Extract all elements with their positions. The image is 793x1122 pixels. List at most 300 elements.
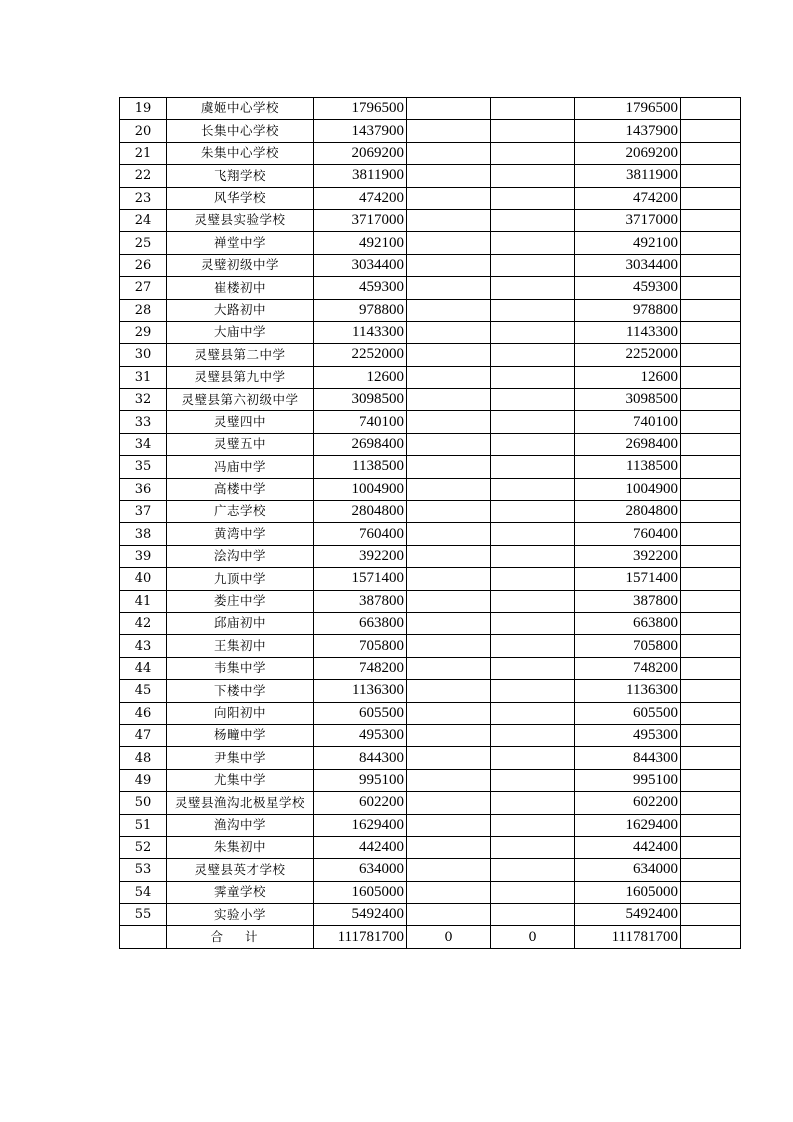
- empty-cell: [407, 836, 491, 858]
- empty-cell: [407, 165, 491, 187]
- empty-cell: [681, 254, 741, 276]
- empty-cell: [681, 366, 741, 388]
- empty-cell: [407, 478, 491, 500]
- empty-cell: [407, 501, 491, 523]
- table-row: [120, 747, 741, 769]
- gap-cell: [491, 321, 575, 343]
- school-name: 风华学校: [167, 187, 314, 209]
- gap-cell: [491, 545, 575, 567]
- gap-cell: [491, 680, 575, 702]
- row-number: 50: [120, 792, 167, 814]
- amount-cell: 1143300: [314, 321, 407, 343]
- row-number: 20: [120, 120, 167, 142]
- empty-cell: [681, 859, 741, 881]
- empty-cell: [681, 680, 741, 702]
- amount-cell: 492100: [314, 232, 407, 254]
- gap-cell: [491, 724, 575, 746]
- empty-cell: [681, 501, 741, 523]
- total-cell: 5492400: [575, 904, 681, 926]
- amount-cell: 760400: [314, 523, 407, 545]
- total-cell: 705800: [575, 635, 681, 657]
- empty-cell: [407, 187, 491, 209]
- gap-cell: [491, 590, 575, 612]
- empty-cell: [407, 747, 491, 769]
- empty-cell: [407, 792, 491, 814]
- empty-cell: [407, 232, 491, 254]
- row-number: 22: [120, 165, 167, 187]
- row-number: 39: [120, 545, 167, 567]
- row-number: 30: [120, 344, 167, 366]
- summary-number-cell: [120, 926, 167, 948]
- empty-cell: [681, 545, 741, 567]
- row-number: 55: [120, 904, 167, 926]
- empty-cell: [407, 769, 491, 791]
- gap-cell: [491, 389, 575, 411]
- empty-cell: [407, 523, 491, 545]
- empty-cell: [681, 814, 741, 836]
- school-name: 九顶中学: [167, 568, 314, 590]
- empty-cell: [681, 478, 741, 500]
- amount-cell: 3098500: [314, 389, 407, 411]
- empty-cell: [407, 612, 491, 634]
- total-cell: 663800: [575, 612, 681, 634]
- empty-cell: [681, 98, 741, 120]
- row-number: 44: [120, 657, 167, 679]
- table-row: [120, 299, 741, 321]
- gap-cell: [491, 254, 575, 276]
- gap-cell: [491, 142, 575, 164]
- table-row: [120, 904, 741, 926]
- table-row: [120, 456, 741, 478]
- gap-cell: [491, 187, 575, 209]
- school-name: 崔楼初中: [167, 277, 314, 299]
- amount-cell: 634000: [314, 859, 407, 881]
- amount-cell: 3811900: [314, 165, 407, 187]
- summary-col4: 0: [407, 926, 491, 948]
- table-row: [120, 142, 741, 164]
- row-number: 38: [120, 523, 167, 545]
- gap-cell: [491, 904, 575, 926]
- empty-cell: [681, 187, 741, 209]
- empty-cell: [407, 724, 491, 746]
- empty-cell: [681, 881, 741, 903]
- amount-cell: 2252000: [314, 344, 407, 366]
- gap-cell: [491, 657, 575, 679]
- table-row: [120, 859, 741, 881]
- school-name: 朱集中心学校: [167, 142, 314, 164]
- school-name: 尤集中学: [167, 769, 314, 791]
- total-cell: 2804800: [575, 501, 681, 523]
- amount-cell: 844300: [314, 747, 407, 769]
- table-row: [120, 165, 741, 187]
- gap-cell: [491, 209, 575, 231]
- row-number: 54: [120, 881, 167, 903]
- school-name: 黄湾中学: [167, 523, 314, 545]
- gap-cell: [491, 814, 575, 836]
- total-cell: 2698400: [575, 433, 681, 455]
- amount-cell: 459300: [314, 277, 407, 299]
- school-name: 高楼中学: [167, 478, 314, 500]
- total-cell: 1796500: [575, 98, 681, 120]
- empty-cell: [681, 702, 741, 724]
- row-number: 46: [120, 702, 167, 724]
- total-cell: 3811900: [575, 165, 681, 187]
- total-cell: 1004900: [575, 478, 681, 500]
- amount-cell: 3717000: [314, 209, 407, 231]
- table-row: [120, 187, 741, 209]
- summary-col5: 0: [491, 926, 575, 948]
- amount-cell: 1571400: [314, 568, 407, 590]
- total-cell: 3034400: [575, 254, 681, 276]
- gap-cell: [491, 433, 575, 455]
- empty-cell: [681, 568, 741, 590]
- empty-cell: [681, 612, 741, 634]
- total-cell: 392200: [575, 545, 681, 567]
- empty-cell: [681, 456, 741, 478]
- row-number: 29: [120, 321, 167, 343]
- total-cell: 1143300: [575, 321, 681, 343]
- amount-cell: 1138500: [314, 456, 407, 478]
- empty-cell: [681, 724, 741, 746]
- table-row: [120, 612, 741, 634]
- empty-cell: [681, 411, 741, 433]
- school-name: 杨疃中学: [167, 724, 314, 746]
- empty-cell: [681, 523, 741, 545]
- row-number: 47: [120, 724, 167, 746]
- row-number: 33: [120, 411, 167, 433]
- empty-cell: [681, 792, 741, 814]
- table-row: [120, 232, 741, 254]
- table-row: [120, 389, 741, 411]
- table-row: [120, 545, 741, 567]
- empty-cell: [681, 277, 741, 299]
- empty-cell: [681, 926, 741, 948]
- table-row: [120, 433, 741, 455]
- gap-cell: [491, 612, 575, 634]
- summary-row: [120, 926, 741, 948]
- amount-cell: 705800: [314, 635, 407, 657]
- empty-cell: [407, 321, 491, 343]
- total-cell: 1138500: [575, 456, 681, 478]
- empty-cell: [407, 142, 491, 164]
- row-number: 35: [120, 456, 167, 478]
- empty-cell: [407, 657, 491, 679]
- table-row: [120, 814, 741, 836]
- empty-cell: [681, 635, 741, 657]
- table-row: [120, 120, 741, 142]
- table-row: [120, 769, 741, 791]
- row-number: 28: [120, 299, 167, 321]
- total-cell: 748200: [575, 657, 681, 679]
- total-cell: 12600: [575, 366, 681, 388]
- school-name: 禅堂中学: [167, 232, 314, 254]
- gap-cell: [491, 836, 575, 858]
- gap-cell: [491, 881, 575, 903]
- summary-total: 111781700: [575, 926, 681, 948]
- school-name: 霁童学校: [167, 881, 314, 903]
- row-number: 49: [120, 769, 167, 791]
- total-cell: 978800: [575, 299, 681, 321]
- school-name: 飞翔学校: [167, 165, 314, 187]
- amount-cell: 495300: [314, 724, 407, 746]
- row-number: 42: [120, 612, 167, 634]
- row-number: 24: [120, 209, 167, 231]
- row-number: 37: [120, 501, 167, 523]
- empty-cell: [407, 411, 491, 433]
- empty-cell: [407, 545, 491, 567]
- empty-cell: [407, 702, 491, 724]
- empty-cell: [407, 366, 491, 388]
- row-number: 34: [120, 433, 167, 455]
- gap-cell: [491, 702, 575, 724]
- gap-cell: [491, 478, 575, 500]
- school-name: 浍沟中学: [167, 545, 314, 567]
- gap-cell: [491, 98, 575, 120]
- school-name: 冯庙中学: [167, 456, 314, 478]
- gap-cell: [491, 792, 575, 814]
- table-row: [120, 501, 741, 523]
- amount-cell: 1004900: [314, 478, 407, 500]
- school-name: 尹集中学: [167, 747, 314, 769]
- table-row: [120, 568, 741, 590]
- school-name: 邱庙初中: [167, 612, 314, 634]
- table-row: [120, 478, 741, 500]
- gap-cell: [491, 165, 575, 187]
- school-name: 虞姬中心学校: [167, 98, 314, 120]
- amount-cell: 1605000: [314, 881, 407, 903]
- empty-cell: [681, 120, 741, 142]
- amount-cell: 1796500: [314, 98, 407, 120]
- amount-cell: 663800: [314, 612, 407, 634]
- table-row: [120, 209, 741, 231]
- school-name: 向阳初中: [167, 702, 314, 724]
- empty-cell: [681, 769, 741, 791]
- row-number: 40: [120, 568, 167, 590]
- empty-cell: [681, 321, 741, 343]
- gap-cell: [491, 523, 575, 545]
- row-number: 21: [120, 142, 167, 164]
- empty-cell: [681, 657, 741, 679]
- gap-cell: [491, 859, 575, 881]
- school-name: 灵璧县第六初级中学: [167, 389, 314, 411]
- empty-cell: [681, 344, 741, 366]
- school-name: 灵璧县英才学校: [167, 859, 314, 881]
- empty-cell: [407, 433, 491, 455]
- school-name: 广志学校: [167, 501, 314, 523]
- amount-cell: 1437900: [314, 120, 407, 142]
- amount-cell: 2698400: [314, 433, 407, 455]
- table-row: [120, 590, 741, 612]
- empty-cell: [681, 389, 741, 411]
- total-cell: 602200: [575, 792, 681, 814]
- gap-cell: [491, 456, 575, 478]
- amount-cell: 392200: [314, 545, 407, 567]
- gap-cell: [491, 232, 575, 254]
- total-cell: 844300: [575, 747, 681, 769]
- school-name: 下楼中学: [167, 680, 314, 702]
- total-cell: 474200: [575, 187, 681, 209]
- total-cell: 1136300: [575, 680, 681, 702]
- empty-cell: [407, 859, 491, 881]
- empty-cell: [407, 254, 491, 276]
- total-cell: 459300: [575, 277, 681, 299]
- school-name: 灵璧五中: [167, 433, 314, 455]
- total-cell: 1571400: [575, 568, 681, 590]
- total-cell: 740100: [575, 411, 681, 433]
- empty-cell: [681, 299, 741, 321]
- empty-cell: [407, 881, 491, 903]
- total-cell: 605500: [575, 702, 681, 724]
- amount-cell: 740100: [314, 411, 407, 433]
- empty-cell: [407, 389, 491, 411]
- empty-cell: [681, 209, 741, 231]
- school-name: 长集中心学校: [167, 120, 314, 142]
- table-row: [120, 657, 741, 679]
- empty-cell: [407, 344, 491, 366]
- school-name: 渔沟中学: [167, 814, 314, 836]
- table-row: [120, 366, 741, 388]
- row-number: 45: [120, 680, 167, 702]
- gap-cell: [491, 747, 575, 769]
- school-name: 灵璧县实验学校: [167, 209, 314, 231]
- empty-cell: [407, 814, 491, 836]
- total-cell: 3098500: [575, 389, 681, 411]
- amount-cell: 2804800: [314, 501, 407, 523]
- empty-cell: [407, 568, 491, 590]
- empty-cell: [681, 904, 741, 926]
- empty-cell: [681, 142, 741, 164]
- amount-cell: 602200: [314, 792, 407, 814]
- empty-cell: [681, 747, 741, 769]
- amount-cell: 978800: [314, 299, 407, 321]
- school-name: 大路初中: [167, 299, 314, 321]
- empty-cell: [407, 209, 491, 231]
- table-row: [120, 702, 741, 724]
- empty-cell: [681, 836, 741, 858]
- gap-cell: [491, 120, 575, 142]
- row-number: 36: [120, 478, 167, 500]
- total-cell: 1629400: [575, 814, 681, 836]
- row-number: 23: [120, 187, 167, 209]
- amount-cell: 12600: [314, 366, 407, 388]
- table-body: [120, 98, 741, 949]
- row-number: 48: [120, 747, 167, 769]
- total-cell: 387800: [575, 590, 681, 612]
- table-row: [120, 680, 741, 702]
- empty-cell: [681, 232, 741, 254]
- empty-cell: [407, 680, 491, 702]
- amount-cell: 995100: [314, 769, 407, 791]
- table-row: [120, 836, 741, 858]
- school-name: 王集初中: [167, 635, 314, 657]
- amount-cell: 442400: [314, 836, 407, 858]
- empty-cell: [681, 433, 741, 455]
- school-name: 娄庄中学: [167, 590, 314, 612]
- total-cell: 634000: [575, 859, 681, 881]
- total-cell: 442400: [575, 836, 681, 858]
- school-name: 实验小学: [167, 904, 314, 926]
- row-number: 31: [120, 366, 167, 388]
- gap-cell: [491, 501, 575, 523]
- summary-amount: 111781700: [314, 926, 407, 948]
- gap-cell: [491, 769, 575, 791]
- funding-table: [119, 97, 741, 949]
- empty-cell: [681, 590, 741, 612]
- school-name: 大庙中学: [167, 321, 314, 343]
- summary-label: 合计: [167, 926, 314, 948]
- amount-cell: 1136300: [314, 680, 407, 702]
- total-cell: 3717000: [575, 209, 681, 231]
- school-name: 韦集中学: [167, 657, 314, 679]
- school-name: 灵璧初级中学: [167, 254, 314, 276]
- table-row: [120, 254, 741, 276]
- total-cell: 760400: [575, 523, 681, 545]
- total-cell: 492100: [575, 232, 681, 254]
- school-name: 灵璧四中: [167, 411, 314, 433]
- amount-cell: 5492400: [314, 904, 407, 926]
- table-row: [120, 523, 741, 545]
- row-number: 51: [120, 814, 167, 836]
- amount-cell: 748200: [314, 657, 407, 679]
- table-row: [120, 792, 741, 814]
- school-name: 灵璧县第二中学: [167, 344, 314, 366]
- row-number: 53: [120, 859, 167, 881]
- table-row: [120, 277, 741, 299]
- amount-cell: 2069200: [314, 142, 407, 164]
- gap-cell: [491, 635, 575, 657]
- amount-cell: 605500: [314, 702, 407, 724]
- row-number: 25: [120, 232, 167, 254]
- amount-cell: 387800: [314, 590, 407, 612]
- row-number: 32: [120, 389, 167, 411]
- gap-cell: [491, 568, 575, 590]
- total-cell: 495300: [575, 724, 681, 746]
- row-number: 43: [120, 635, 167, 657]
- amount-cell: 1629400: [314, 814, 407, 836]
- row-number: 52: [120, 836, 167, 858]
- total-cell: 995100: [575, 769, 681, 791]
- table-row: [120, 411, 741, 433]
- empty-cell: [681, 165, 741, 187]
- gap-cell: [491, 411, 575, 433]
- empty-cell: [407, 635, 491, 657]
- total-cell: 1605000: [575, 881, 681, 903]
- school-name: 朱集初中: [167, 836, 314, 858]
- row-number: 27: [120, 277, 167, 299]
- row-number: 19: [120, 98, 167, 120]
- amount-cell: 474200: [314, 187, 407, 209]
- empty-cell: [407, 456, 491, 478]
- school-name: 灵璧县渔沟北极星学校: [167, 792, 314, 814]
- row-number: 41: [120, 590, 167, 612]
- total-cell: 2069200: [575, 142, 681, 164]
- empty-cell: [407, 299, 491, 321]
- empty-cell: [407, 98, 491, 120]
- table-row: [120, 724, 741, 746]
- empty-cell: [407, 277, 491, 299]
- total-cell: 2252000: [575, 344, 681, 366]
- empty-cell: [407, 904, 491, 926]
- table-row: [120, 881, 741, 903]
- gap-cell: [491, 277, 575, 299]
- school-name: 灵璧县第九中学: [167, 366, 314, 388]
- amount-cell: 3034400: [314, 254, 407, 276]
- row-number: 26: [120, 254, 167, 276]
- gap-cell: [491, 299, 575, 321]
- table-row: [120, 321, 741, 343]
- table-row: [120, 344, 741, 366]
- empty-cell: [407, 590, 491, 612]
